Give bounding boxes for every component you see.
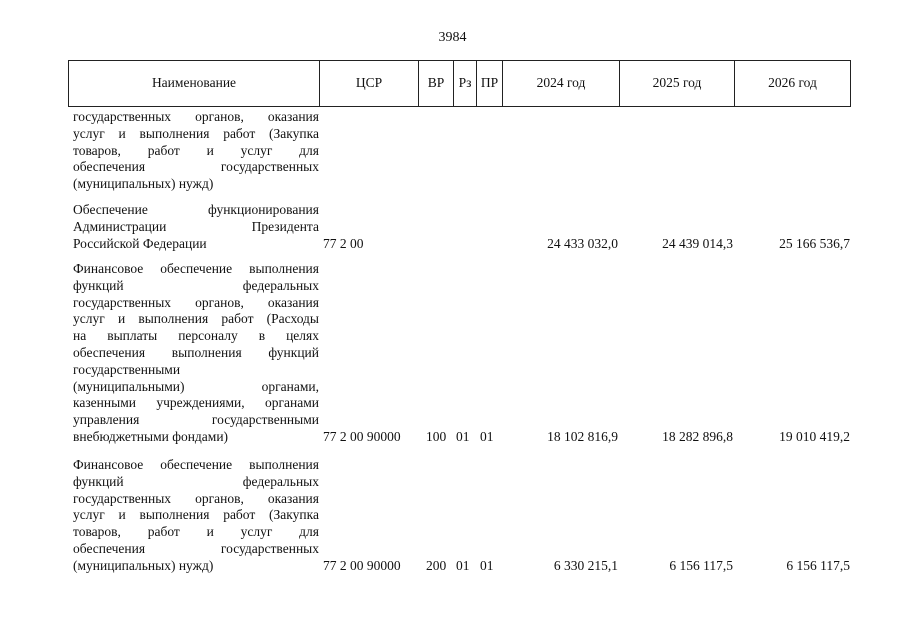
row-csr: 77 2 00 90000 <box>323 429 401 444</box>
row-rz: 01 <box>456 429 470 444</box>
header-csr: ЦСР <box>355 75 383 90</box>
row-csr: 77 2 00 <box>323 236 364 251</box>
row-csr: 77 2 00 90000 <box>323 558 401 573</box>
header-2026: 2026 год <box>768 75 817 90</box>
header-2025: 2025 год <box>652 75 702 90</box>
column-divider <box>850 60 851 107</box>
row-pr: 01 <box>480 429 494 444</box>
row-2024: 24 433 032,0 <box>547 236 618 251</box>
row-pr: 01 <box>480 558 494 573</box>
row-2025: 6 156 117,5 <box>669 558 733 573</box>
page-number: 3984 <box>438 30 467 45</box>
row-rz: 01 <box>456 558 470 573</box>
header-name: Наименование <box>151 75 237 90</box>
row-2024: 6 330 215,1 <box>553 558 618 573</box>
row-2026: 25 166 536,7 <box>779 236 850 251</box>
row-2026: 19 010 419,2 <box>779 429 850 444</box>
row-2025: 18 282 896,8 <box>662 429 733 444</box>
row-name: Финансовое обеспечение выполнения функций федеральных государственных органов, оказания услуг и выполнения работ (Расходы на выплаты персоналу в целях обеспечения выполнения функций государственными (муниципальными) органами, казенными учреждениями, органами управления государственными внебюджетными фондами) <box>73 261 319 444</box>
row-vr: 100 <box>426 429 447 444</box>
header-vr: ВР <box>427 75 445 90</box>
row-vr: 200 <box>426 558 447 573</box>
header-pr: ПР <box>480 75 499 90</box>
row-2024: 18 102 816,9 <box>547 429 618 444</box>
row-name: Обеспечение функционирования Администрации Президента Российской Федерации <box>73 202 319 251</box>
header-2024: 2024 год <box>536 75 586 90</box>
row-2025: 24 439 014,3 <box>662 236 733 251</box>
header-rz: Рз <box>458 75 472 90</box>
row-2026: 6 156 117,5 <box>786 558 850 573</box>
row-name: государственных органов, оказания услуг и выполнения работ (Закупка товаров, работ и услуг для обеспечения государственных (муниципальных) нужд) <box>73 109 319 192</box>
row-name: Финансовое обеспечение выполнения функций федеральных государственных органов, оказания услуг и выполнения работ (Закупка товаров, работ и услуг для обеспечения государственных (муниципальных) нужд) <box>73 457 319 573</box>
